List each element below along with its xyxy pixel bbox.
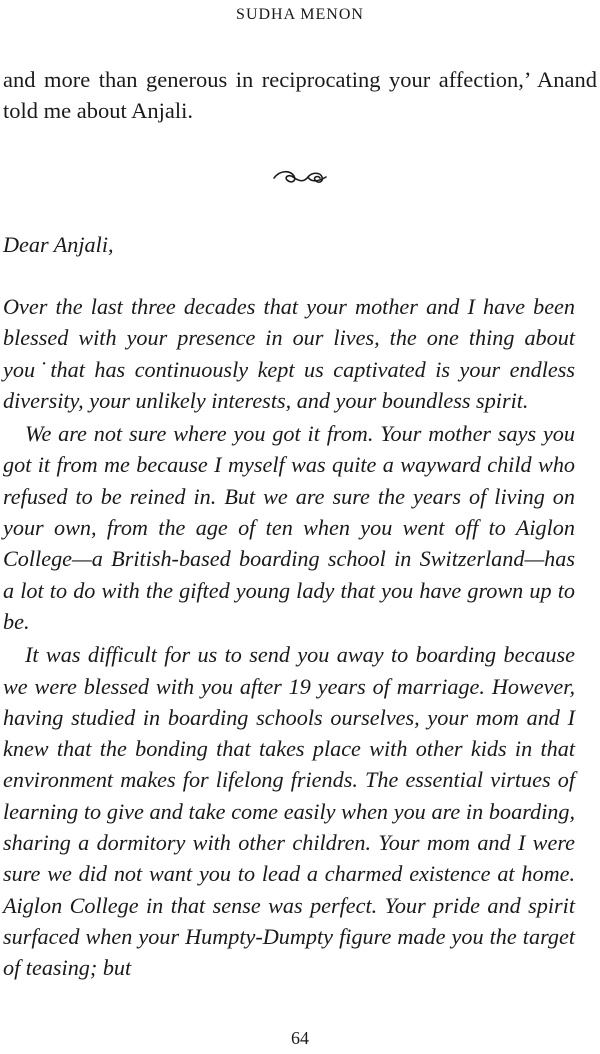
- letter-salutation-block: [3, 229, 575, 262]
- page-number: 64: [291, 1028, 309, 1048]
- letter-paragraph: It was difficult for us to send you away to boarding because we were blessed with you after 19 years of marriage. However, having studied in boarding schools ourselves, your mom and I knew that the bonding that takes place with other kids in that environment makes for lifelong friends. The essential virtues of learning to give and take come easily when you are in boarding, sharing a dormitory with other children. Your mom and I were sure we did not want you to lead a charmed existence at home. Aiglon College in that sense was perfect. Your pride and spirit surfaced when your Humpty-Dumpty figure made you the target of teasing; but: [3, 642, 575, 981]
- running-header: SUDHA MENON: [236, 6, 364, 23]
- letter-paragraph: Over the last three decades that your mother and I have been blessed with your presence in our lives, the one thing about you˙that has continuously kept us captivated is your endless diversity, your unlikely interests, and your boundless spirit.: [3, 294, 575, 413]
- intro-section: [3, 64, 597, 126]
- fleuron-ornament-icon: [270, 165, 330, 187]
- letter-salutation: Dear Anjali,: [3, 232, 114, 257]
- letter-paragraph: We are not sure where you got it from. Your mother says you got it from me because I myself was quite a wayward child who refused to be reined in. But we are sure the years of living on your own, from the age of ten when you went off to Aiglon College—a British-based boarding school in Switzerland—has a lot to do with the gifted young lady that you have grown up to be.: [3, 421, 575, 634]
- letter-body: [3, 291, 575, 986]
- intro-paragraph: and more than generous in reciprocating your affection,’ Anand told me about Anjali.: [3, 67, 597, 123]
